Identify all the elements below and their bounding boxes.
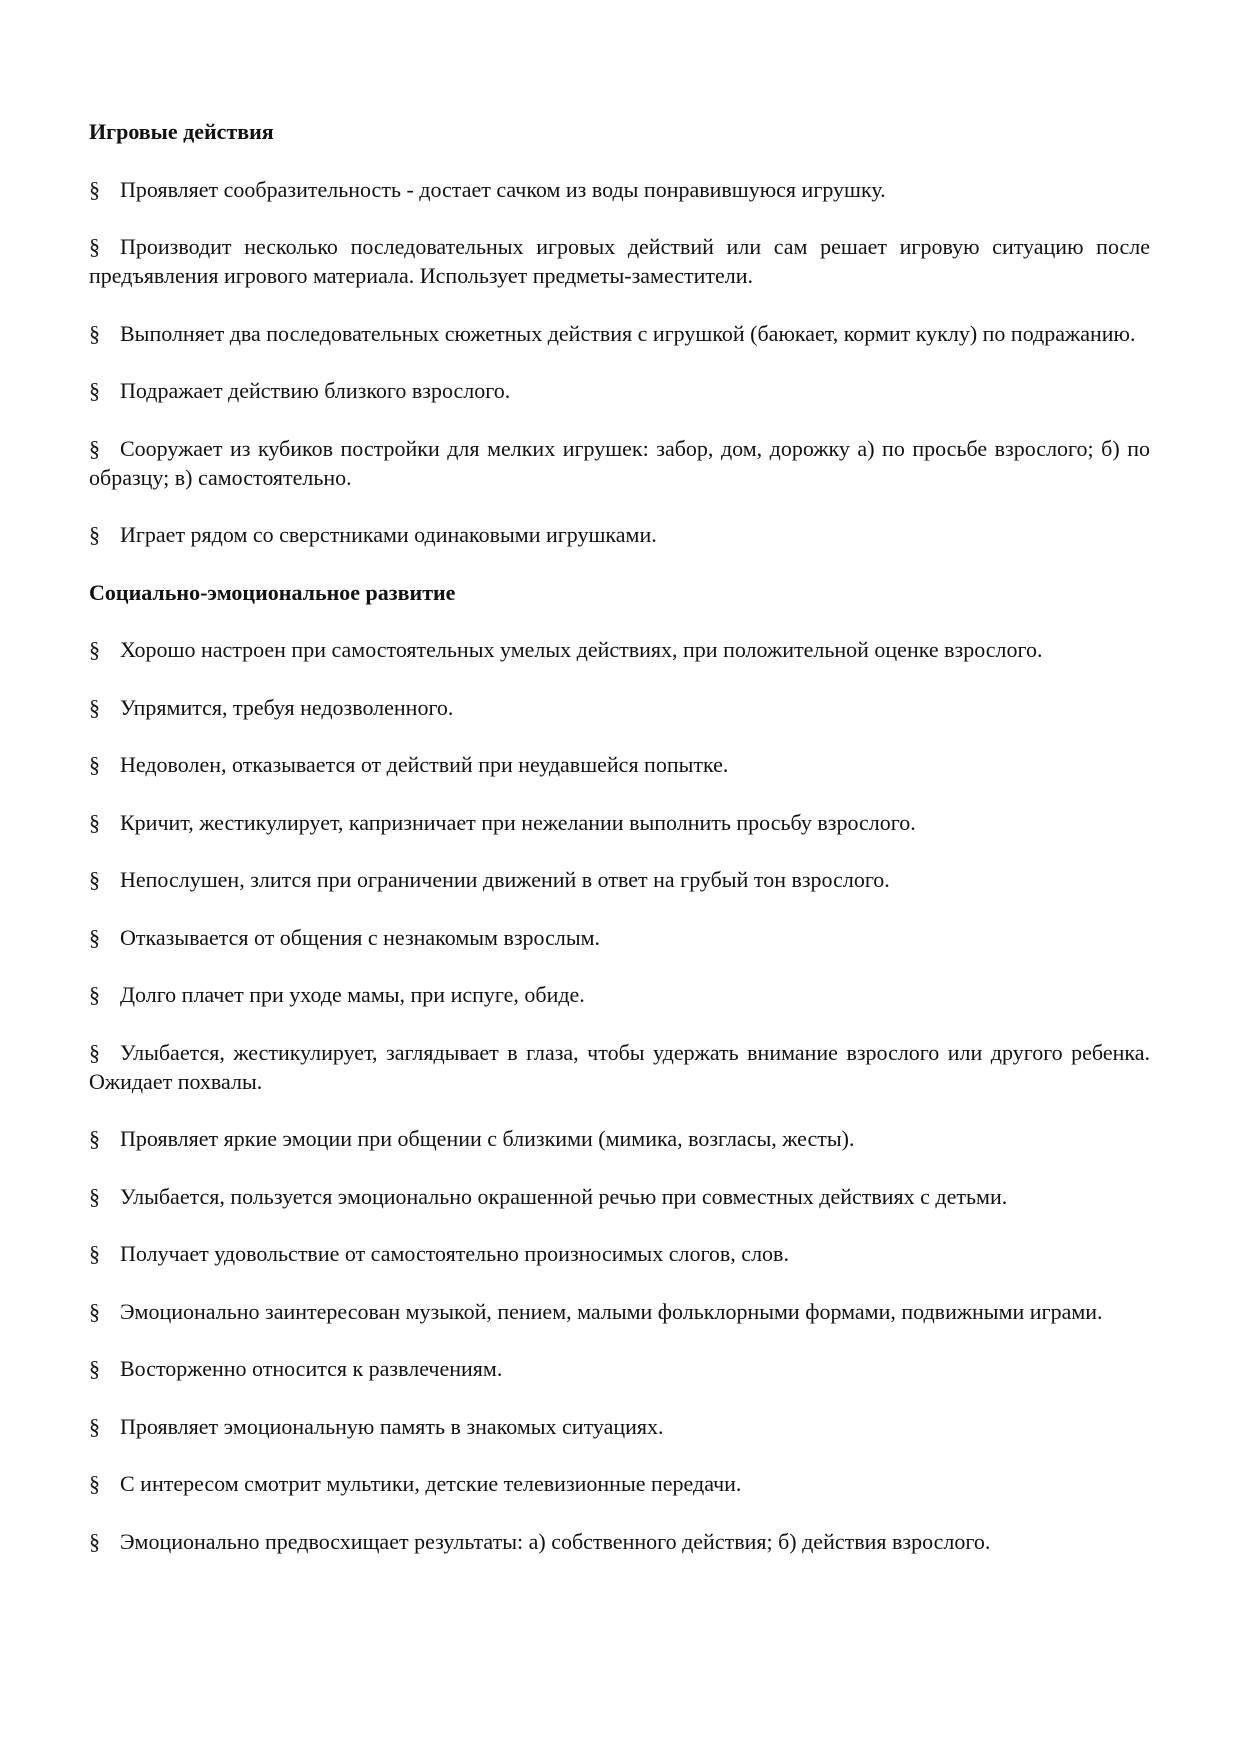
list-item-text: Непослушен, злится при ограничении движений в ответ на грубый тон взрослого. [120,867,890,892]
section-sign-bullet-icon: § [89,1241,100,1266]
list-item-text: Проявляет яркие эмоции при общении с близкими (мимика, возгласы, жесты). [120,1126,855,1151]
list-item [89,1182,1150,1211]
list-item [89,808,1150,837]
section-sign-bullet-icon: § [89,234,100,259]
section-sign-bullet-icon: § [89,1471,100,1496]
section-sign-bullet-icon: § [89,1126,100,1151]
list-item [89,1412,1150,1441]
section-sign-bullet-icon: § [89,982,100,1007]
list-item [89,434,1150,492]
list-item-text: Проявляет сообразительность - достает сачком из воды понравившуюся игрушку. [120,176,886,202]
section-sign-bullet-icon: § [89,1298,100,1324]
list-item-text: Сооружает из кубиков постройки для мелких игрушек: забор, дом, дорожку а) по просьбе взрослого; б) по образцу; в) самостоятельно. [89,435,1150,490]
list-item [89,232,1150,290]
list-item [89,1297,1150,1326]
section-sign-bullet-icon: § [89,867,100,892]
list-item-text: Производит несколько последовательных игровых действий или сам решает игровую ситуацию после предъявления игрового материала. Использует предметы-заместители. [89,234,1150,288]
section-sign-bullet-icon: § [89,1039,100,1065]
list-item-text: Эмоционально предвосхищает результаты: а) собственного действия; б) действия взрослого. [120,1528,991,1554]
list-item-text: Улыбается, пользуется эмоционально окрашенной речью при совместных действиях с детьми. [120,1183,1008,1209]
list-item [89,693,1150,722]
section-sign-bullet-icon: § [89,320,100,346]
list-item-text: Выполняет два последовательных сюжетных действия с игрушкой (баюкает, кормит куклу) по подражанию. [120,320,1136,346]
list-item-text: Долго плачет при уходе мамы, при испуге, обиде. [120,982,585,1007]
list-item [89,1527,1150,1556]
list-item [89,923,1150,952]
list-item-text: Отказывается от общения с незнакомым взрослым. [120,924,601,950]
list-item-text: Улыбается, жестикулирует, заглядывает в глаза, чтобы удержать внимание взрослого или другого ребенка. Ожидает похвалы. [89,1039,1150,1094]
list-item [89,175,1150,204]
section-heading: Социально-эмоциональное развитие [89,579,456,605]
section-heading: Игровые действия [89,119,274,144]
section-sign-bullet-icon: § [89,435,100,461]
list-item [89,1239,1150,1268]
section-sign-bullet-icon: § [89,809,100,835]
list-item-text: Играет рядом со сверстниками одинаковыми игрушками. [120,522,657,547]
list-item-text: Кричит, жестикулирует, капризничает при нежелании выполнить просьбу взрослого. [120,809,916,835]
list-item-text: Подражает действию близкого взрослого. [120,378,511,403]
section-sign-bullet-icon: § [89,752,100,777]
list-item [89,1469,1150,1498]
section-sign-bullet-icon: § [89,176,100,202]
list-item-text: Эмоционально заинтересован музыкой, пением, малыми фольклорными формами, подвижными играми. [120,1298,1103,1324]
section-sign-bullet-icon: § [89,924,100,950]
section-sign-bullet-icon: § [89,1183,100,1209]
list-item-text: Недоволен, отказывается от действий при неудавшейся попытке. [120,752,729,777]
list-item-text: С интересом смотрит мультики, детские телевизионные передачи. [120,1471,742,1496]
list-item-text: Получает удовольствие от самостоятельно произносимых слогов, слов. [120,1241,789,1266]
list-item [89,1038,1150,1096]
list-item [89,635,1150,664]
list-item [89,319,1150,348]
list-item-text: Хорошо настроен при самостоятельных умелых действиях, при положительной оценке взрослого. [120,637,1043,662]
list-item-text: Упрямится, требуя недозволенного. [120,694,454,720]
list-item-text: Восторженно относится к развлечениям. [120,1356,503,1381]
document-page [89,117,1150,1584]
list-item [89,1124,1150,1153]
section-sign-bullet-icon: § [89,378,100,403]
list-item [89,980,1150,1009]
section-sign-bullet-icon: § [89,637,100,662]
list-item [89,376,1150,405]
section-sign-bullet-icon: § [89,1528,100,1554]
list-item-text: Проявляет эмоциональную память в знакомых ситуациях. [120,1413,664,1439]
section-sign-bullet-icon: § [89,522,100,547]
list-item [89,750,1150,779]
section-sign-bullet-icon: § [89,694,100,720]
section-sign-bullet-icon: § [89,1356,100,1381]
section-sign-bullet-icon: § [89,1413,100,1439]
list-item [89,865,1150,894]
list-item [89,520,1150,549]
list-item [89,1354,1150,1383]
